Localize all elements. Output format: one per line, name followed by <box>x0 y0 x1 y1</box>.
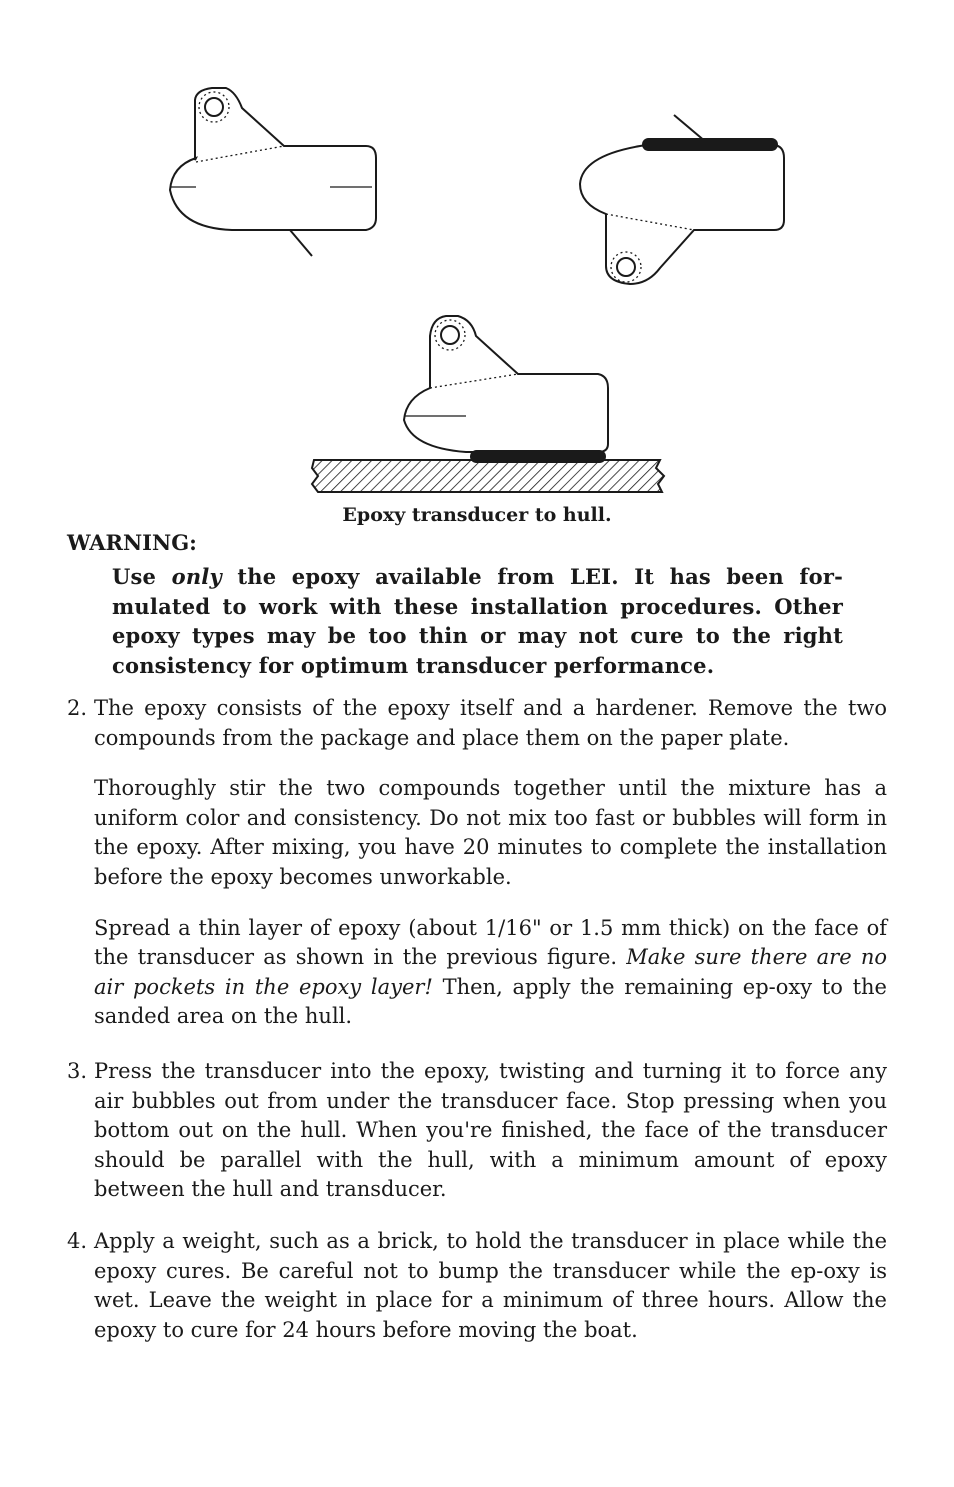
step-2-p3-end: Then, apply the remaining ep-oxy to the sanded area on the hull. <box>94 974 887 1029</box>
step-2-paragraph-2: Thoroughly stir the two compounds together until the mixture has a uniform color and consistency. Do not mix too fast or bubbles will form in the epoxy. After mixing, you have 20 minutes to complete the installation before the epoxy becomes unworkable. <box>94 776 887 889</box>
epoxy-layer-top <box>642 138 778 151</box>
step-3 <box>67 1057 887 1205</box>
step-2-paragraph-3 <box>94 914 887 1032</box>
warning-emphasis: only <box>171 564 222 589</box>
step-2-p3-italic: Make sure there are no air pockets in the epoxy layer! <box>94 945 887 999</box>
figure-caption: Epoxy transducer to hull. <box>342 504 612 526</box>
transducer-epoxy-figure <box>0 0 954 505</box>
step-4 <box>67 1227 887 1345</box>
step-number: 2. <box>67 696 88 720</box>
warning-text <box>112 562 843 680</box>
warning-lead: Use <box>112 564 172 589</box>
step-4-text: Apply a weight, such as a brick, to hold the transducer in place while the epoxy cures. Be careful not to bump the transducer while the ep-oxy is wet. Leave the weight in place for a minimum of three hours. Allow the epoxy to cure for 24 hours before moving the boat. <box>94 1229 887 1342</box>
step-3-text: Press the transducer into the epoxy, twisting and turning it to force any air bubbles out from under the transducer face. Stop pressing when you bottom out on the hull. When you're finished, the face of the transducer should be parallel with the hull, with a minimum amount of epoxy between the hull and transducer. <box>94 1059 887 1202</box>
warning-title: WARNING: <box>67 530 197 555</box>
step-2-paragraph-1: The epoxy consists of the epoxy itself and a hardener. Remove the two compounds from the package and place them on the paper plate. <box>94 696 887 750</box>
hull-section <box>312 460 664 492</box>
step-number: 3. <box>67 1059 88 1083</box>
transducer-on-hull <box>404 316 608 452</box>
warning-rest: the epoxy available from LEI. It has been for-mulated to work with these installation procedures. Other epoxy types may be too thin or may not cure to the right consistency for optimum transducer performance. <box>112 564 844 678</box>
step-2-p3-start: Spread a thin layer of epoxy (about 1/16" or 1.5 mm thick) on the face of the transducer as shown in the previous figure. <box>94 915 887 970</box>
transducer-side-view <box>170 88 376 256</box>
step-2 <box>67 694 887 1032</box>
step-number: 4. <box>67 1229 88 1253</box>
